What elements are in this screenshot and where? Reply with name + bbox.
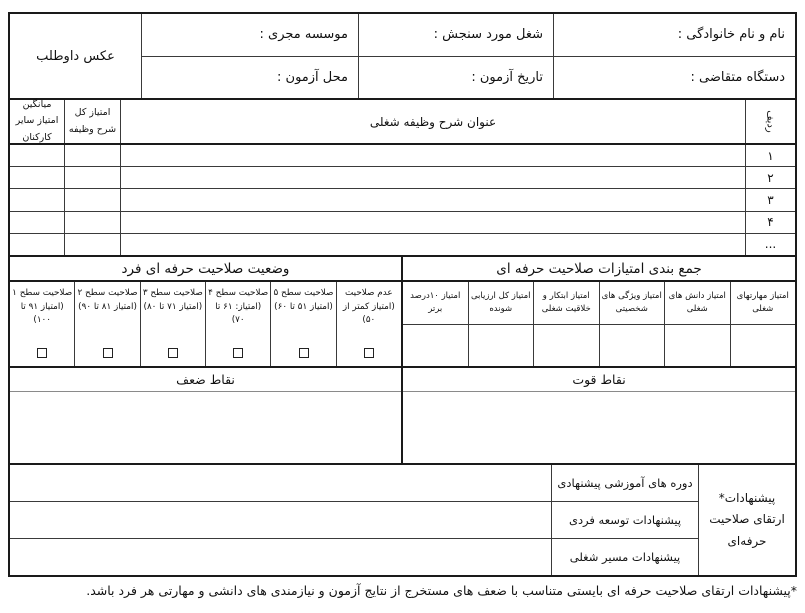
- score-summary-section: [401, 257, 795, 366]
- job-skills-score-input-cell[interactable]: [730, 325, 796, 366]
- exam-location-label: محل آزمون :: [277, 69, 348, 85]
- row-number-cell: ۱: [745, 145, 795, 166]
- column-header-top-ten-percent-score: امتیاز ۱۰درصد برتر: [410, 291, 461, 314]
- assessment-form: [8, 12, 797, 577]
- duty-row-3: [10, 188, 795, 210]
- score-summary-headers: [403, 282, 795, 324]
- header-fields: [141, 14, 795, 98]
- duty-row-more: [10, 233, 795, 255]
- training-courses-label: دوره های آموزشی پیشنهادی: [551, 465, 698, 501]
- duty-table-header: [10, 100, 795, 145]
- suggestions-section: [10, 463, 795, 575]
- status-option-label: صلاحیت سطح ۵ (امتیاز ۵۱ تا ۶۰): [273, 288, 334, 312]
- exam-date-label: تاریخ آزمون :: [471, 69, 543, 85]
- assessee-total-score-input-cell[interactable]: [468, 325, 534, 366]
- status-option-label: عدم صلاحیت (امتیاز کمتر از ۵۰): [342, 288, 395, 326]
- status-option-label: صلاحیت سطح ۳ (امتیاز ۷۱ تا ۸۰): [142, 288, 203, 312]
- competency-status-options: [10, 282, 401, 366]
- duty-title-input-cell[interactable]: [120, 167, 745, 188]
- others-avg-input-cell[interactable]: [10, 167, 64, 188]
- status-option-level-3: [140, 282, 205, 366]
- row-number-cell: ۳: [745, 189, 795, 210]
- column-header-duty-total-score: امتیاز کل شرح وظیفه: [64, 100, 120, 143]
- duty-title-input-cell[interactable]: [120, 212, 745, 233]
- others-avg-input-cell[interactable]: [10, 145, 64, 166]
- footnote: *پیشنهادات ارتقای صلاحیت حرفه ای بایستی متناسب با ضعف های مستخرج از نتایج آزمون و نیازمندی های دانشی و مهارتی هر فرد باشد.: [86, 583, 797, 598]
- column-header-personality-traits-score: امتیاز ویژگی های شخصیتی: [599, 282, 665, 324]
- duty-score-input-cell[interactable]: [64, 145, 120, 166]
- executing-institute-label: موسسه مجری :: [259, 27, 348, 43]
- personality-traits-score-input-cell[interactable]: [599, 325, 665, 366]
- checkbox-level-5[interactable]: [299, 348, 309, 358]
- duty-score-input-cell[interactable]: [64, 234, 120, 255]
- duty-score-input-cell[interactable]: [64, 189, 120, 210]
- status-option-level-1: [10, 282, 74, 366]
- row-number-label: ردیف: [765, 110, 777, 133]
- status-option-no-competency: [336, 282, 401, 366]
- job-knowledge-score-input-cell[interactable]: [664, 325, 730, 366]
- career-path-input-cell[interactable]: [10, 539, 551, 575]
- others-avg-input-cell[interactable]: [10, 189, 64, 210]
- personal-development-input-cell[interactable]: [10, 502, 551, 538]
- checkbox-level-3[interactable]: [168, 348, 178, 358]
- duty-row-2: [10, 166, 795, 188]
- weaknesses-input-area[interactable]: [10, 392, 401, 463]
- exam-location-field[interactable]: [141, 57, 358, 99]
- checkbox-no-competency[interactable]: [364, 348, 374, 358]
- column-header-duty-title: عنوان شرح وظیفه شغلی: [120, 100, 745, 143]
- column-header-assessee-total-score: امتیاز کل ارزیابی شونده: [468, 282, 534, 324]
- duty-score-input-cell[interactable]: [64, 212, 120, 233]
- suggestions-header-line-3: حرفه‌ای: [727, 533, 767, 548]
- training-courses-input-cell[interactable]: [10, 465, 551, 501]
- competency-status-section: [10, 257, 401, 366]
- duty-score-input-cell[interactable]: [64, 167, 120, 188]
- strengths-input-area[interactable]: [403, 392, 795, 463]
- suggestion-row-career-path: [10, 538, 698, 575]
- checkbox-level-1[interactable]: [37, 348, 47, 358]
- status-option-label: صلاحیت سطح ۱ (امتیاز ۹۱ تا ۱۰۰): [12, 288, 73, 326]
- header-section: [10, 14, 795, 98]
- assessed-job-field[interactable]: [358, 14, 553, 56]
- requesting-organization-field[interactable]: [553, 57, 795, 99]
- column-header-job-skills-score: امتیاز مهارتهای شغلی: [730, 282, 796, 324]
- column-header-others-avg-score: میانگین امتیاز سایر کارکنان: [15, 99, 59, 143]
- column-header-initiative-creativity-score: امتیاز ابتکار و خلاقیت شغلی: [533, 282, 599, 324]
- header-row-2: [141, 56, 795, 99]
- suggestion-row-training-courses: [10, 465, 698, 501]
- others-avg-input-cell[interactable]: [10, 212, 64, 233]
- full-name-field[interactable]: [553, 14, 795, 56]
- suggestions-header: [698, 465, 795, 575]
- status-option-level-4: [205, 282, 270, 366]
- strengths-title: نقاط قوت: [403, 368, 795, 392]
- suggestions-rows: [10, 465, 698, 575]
- duty-title-input-cell[interactable]: [120, 145, 745, 166]
- top-ten-percent-score-input-cell[interactable]: [403, 325, 468, 366]
- competency-status-title: وضعیت صلاحیت حرفه ای فرد: [10, 257, 401, 282]
- strengths-box: [401, 368, 795, 463]
- requesting-organization-label: دستگاه متقاضی :: [690, 69, 785, 85]
- weaknesses-box: [10, 368, 401, 463]
- row-number-cell: ۴: [745, 212, 795, 233]
- suggestion-row-personal-development: [10, 501, 698, 538]
- initiative-creativity-score-input-cell[interactable]: [533, 325, 599, 366]
- status-option-level-5: [270, 282, 335, 366]
- checkbox-level-4[interactable]: [233, 348, 243, 358]
- points-section: [10, 366, 795, 463]
- candidate-photo-box: [10, 14, 141, 98]
- career-path-label: پیشنهادات مسیر شغلی: [551, 539, 698, 575]
- column-header-row-number: [745, 100, 795, 143]
- row-number-cell: ۲: [745, 167, 795, 188]
- checkbox-level-2[interactable]: [103, 348, 113, 358]
- others-avg-input-cell[interactable]: [10, 234, 64, 255]
- assessed-job-label: شغل مورد سنجش :: [433, 27, 543, 43]
- exam-date-field[interactable]: [358, 57, 553, 99]
- column-header-job-knowledge-score: امتیاز دانش های شغلی: [664, 282, 730, 324]
- duty-row-1: [10, 145, 795, 166]
- status-option-label: صلاحیت سطح ۲ (امتیاز ۸۱ تا ۹۰): [77, 288, 138, 312]
- candidate-photo-label: عکس داوطلب: [36, 48, 115, 64]
- row-number-cell: ...: [745, 234, 795, 255]
- weaknesses-title: نقاط ضعف: [10, 368, 401, 392]
- score-summary-values: [403, 324, 795, 366]
- duty-title-input-cell[interactable]: [120, 189, 745, 210]
- status-option-level-2: [74, 282, 139, 366]
- middle-section: [10, 255, 795, 366]
- score-summary-title: جمع بندی امتیازات صلاحیت حرفه ای: [403, 257, 795, 282]
- suggestions-header-line-2: ارتقای صلاحیت: [709, 512, 785, 527]
- header-row-1: [141, 14, 795, 56]
- personal-development-label: پیشنهادات توسعه فردی: [551, 502, 698, 538]
- executing-institute-field[interactable]: [141, 14, 358, 56]
- duty-title-input-cell[interactable]: [120, 234, 745, 255]
- full-name-label: نام و نام خانوادگی :: [677, 27, 785, 43]
- status-option-label: صلاحیت سطح ۴ (امتیاز: ۶۱ تا ۷۰): [208, 288, 269, 326]
- suggestions-header-line-1: پیشنهادات*: [718, 490, 776, 505]
- duty-table: [10, 98, 795, 255]
- duty-row-4: [10, 211, 795, 233]
